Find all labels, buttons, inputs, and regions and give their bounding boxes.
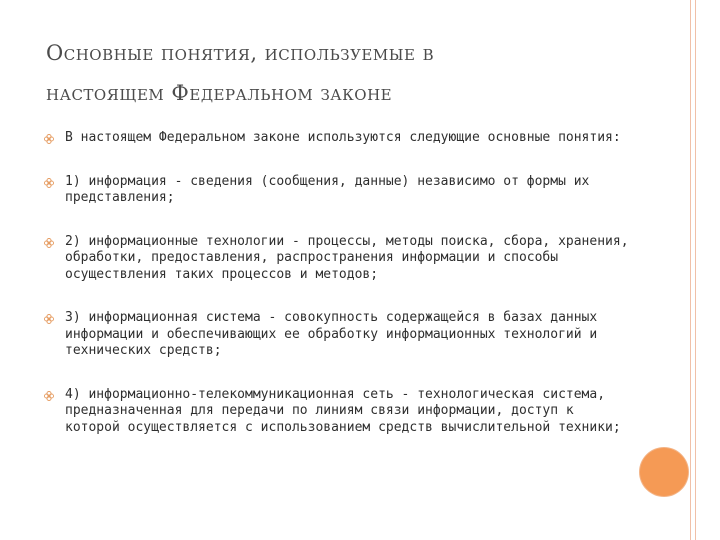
bullet-item [44,310,634,360]
bullet-text: 3) информационная система - совокупность содержащейся в базах данных информации и обеспечивающих ее обработку информационных технологий и технических средств; [65,310,598,358]
bullet-text: В настоящем Федеральном законе используются следующие основные понятия: [65,130,621,145]
bullet-text: 1) информация - сведения (сообщения, данные) независимо от формы их представления; [65,173,590,205]
bullet-item [44,174,634,207]
flower-bullet-icon [44,134,54,144]
bullet-text: 2) информационные технологии - процессы, методы поиска, сбора, хранения, обработки, предоставления, распространения информации и способы осуществления таких процессов и методов; [65,233,629,282]
flower-bullet-icon [44,178,54,188]
decorative-rule [695,0,696,540]
bullet-list [44,130,634,436]
slide-title [46,40,646,106]
bullet-item [44,130,634,147]
flower-bullet-icon [44,238,54,248]
bullet-text: 4) информационно-телекоммуникационная сеть - технологическая система, предназначенная для передачи по линиям связи информации, доступ к которой осуществляется с использованием средств вычислительной техники; [65,386,621,435]
flower-bullet-icon [44,314,54,324]
slide-title-line-1: Основные понятия, используемые в [46,41,435,65]
slide-title-line-2: настоящем Федеральном законе [46,81,393,105]
flower-bullet-icon [44,391,54,401]
bullet-item [44,387,634,437]
decorative-circle [640,448,688,496]
bullet-item [44,234,634,284]
decorative-rule [690,0,691,540]
